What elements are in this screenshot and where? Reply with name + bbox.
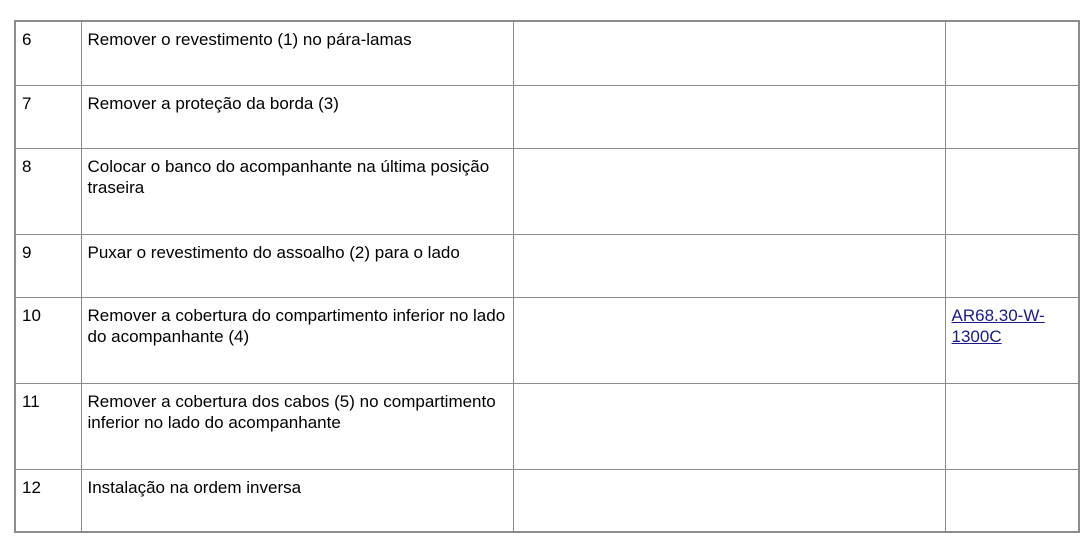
procedure-steps-table [14, 20, 1080, 533]
table-row [15, 383, 1079, 469]
step-number: 12 [15, 469, 81, 532]
step-reference-cell [945, 148, 1079, 234]
step-reference-cell [945, 297, 1079, 383]
step-notes-cell [513, 21, 945, 85]
table-row [15, 234, 1079, 297]
table-row [15, 85, 1079, 148]
step-notes-cell [513, 234, 945, 297]
table-row [15, 469, 1079, 532]
step-reference-cell [945, 383, 1079, 469]
step-description: Remover a proteção da borda (3) [81, 85, 513, 148]
step-number: 9 [15, 234, 81, 297]
step-number: 8 [15, 148, 81, 234]
step-description: Colocar o banco do acompanhante na última posição traseira [81, 148, 513, 234]
step-description: Instalação na ordem inversa [81, 469, 513, 532]
step-notes-cell [513, 85, 945, 148]
step-description: Remover a cobertura dos cabos (5) no compartimento inferior no lado do acompanhante [81, 383, 513, 469]
step-reference-cell [945, 85, 1079, 148]
table-row [15, 148, 1079, 234]
step-notes-cell [513, 469, 945, 532]
step-number: 11 [15, 383, 81, 469]
table-row [15, 21, 1079, 85]
step-notes-cell [513, 148, 945, 234]
step-number: 10 [15, 297, 81, 383]
step-number: 6 [15, 21, 81, 85]
step-reference-cell [945, 21, 1079, 85]
step-description: Puxar o revestimento do assoalho (2) para o lado [81, 234, 513, 297]
reference-link[interactable]: AR68.30-W-1300C [951, 305, 1045, 346]
step-number: 7 [15, 85, 81, 148]
step-description: Remover o revestimento (1) no pára-lamas [81, 21, 513, 85]
step-notes-cell [513, 297, 945, 383]
step-reference-cell [945, 234, 1079, 297]
step-reference-cell [945, 469, 1079, 532]
table-row [15, 297, 1079, 383]
step-notes-cell [513, 383, 945, 469]
step-description: Remover a cobertura do compartimento inferior no lado do acompanhante (4) [81, 297, 513, 383]
